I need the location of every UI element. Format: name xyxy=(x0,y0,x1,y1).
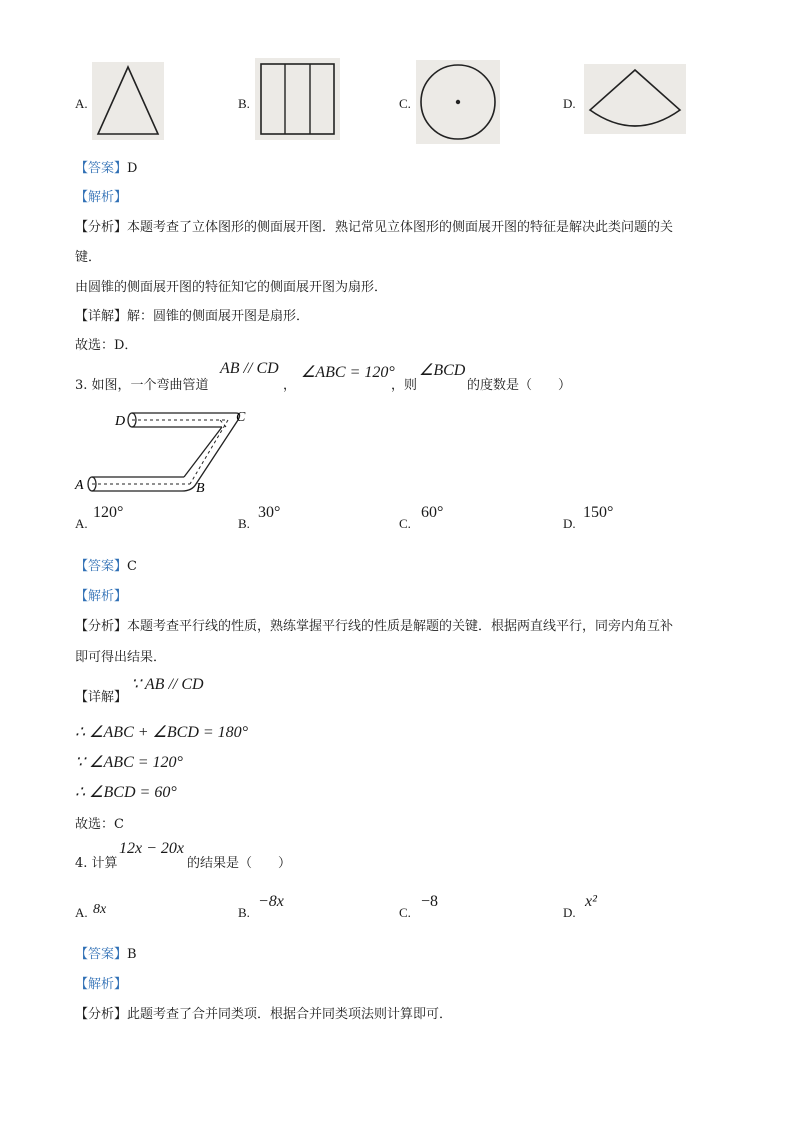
triangle-figure xyxy=(92,62,164,140)
option-value: 60° xyxy=(421,504,444,521)
xiangjie-label: 【详解】 xyxy=(75,309,128,324)
option-d-label: D. xyxy=(563,96,576,111)
option-letter: A. xyxy=(75,516,88,531)
q3-jiexi-label: 【解析】 xyxy=(75,589,128,604)
label-c: C xyxy=(236,410,246,425)
circle-figure xyxy=(416,60,500,144)
xiangjie-label: 【详解】 xyxy=(75,690,128,705)
xiangjie-text: 解：圆锥的侧面展开图是扇形． xyxy=(127,309,310,324)
fenxi-label: 【分析】 xyxy=(75,1007,128,1022)
q3-step3: ∴ ∠BCD = 60° xyxy=(75,784,177,801)
fenxi-text: 此题考查了合并同类项．根据合并同类项法则计算即可． xyxy=(127,1007,453,1022)
answer-value: C xyxy=(127,559,137,574)
q3-cond-parallel: AB // CD xyxy=(220,360,279,377)
q2-fenxi-line1 xyxy=(75,216,673,235)
fenxi-text: 本题考查平行线的性质，熟练掌握平行线的性质是解题的关键．根据两直线平行，同旁内角互补 xyxy=(127,619,674,634)
q3-comma: ， xyxy=(283,378,297,393)
sector-figure xyxy=(584,64,686,134)
option-letter: D. xyxy=(563,905,576,920)
q2-fenxi-line2: 键． xyxy=(75,250,102,265)
sector-icon xyxy=(584,64,686,134)
label-b: B xyxy=(196,481,205,496)
fenxi-label: 【分析】 xyxy=(75,619,128,634)
q2-fenxi-line3: 由圆锥的侧面展开图的特征知它的侧面展开图为扇形． xyxy=(75,280,388,295)
option-c-label: C. xyxy=(399,96,411,111)
q3-fenxi-line1 xyxy=(75,615,673,634)
answer-label: 【答案】 xyxy=(75,947,128,962)
option-value: x² xyxy=(585,893,597,910)
answer-label: 【答案】 xyxy=(75,559,128,574)
option-value: 120° xyxy=(93,504,124,521)
q3-fenxi-line2: 即可得出结果． xyxy=(75,650,167,665)
option-letter: C. xyxy=(399,905,411,920)
q4-expression: 12x − 20x xyxy=(119,840,184,857)
q2-answer xyxy=(75,157,137,176)
option-value: 150° xyxy=(583,504,614,521)
option-letter: D. xyxy=(563,516,576,531)
option-letter: B. xyxy=(238,516,250,531)
q4-number: 4. 计算 xyxy=(75,856,118,871)
option-value: −8x xyxy=(258,893,284,910)
q4-answer xyxy=(75,943,137,962)
rectangle-figure xyxy=(255,58,340,140)
option-value: 30° xyxy=(258,504,281,521)
answer-value: B xyxy=(127,947,137,962)
option-letter: A. xyxy=(75,905,88,920)
answer-value: D xyxy=(127,161,138,176)
circle-icon xyxy=(416,60,500,144)
option-letter: B. xyxy=(238,905,250,920)
q3-tail: 的度数是（ ） xyxy=(467,378,572,393)
option-b-label: B. xyxy=(238,96,250,111)
xiangjie-math: ∵ AB // CD xyxy=(131,676,204,693)
q2-xiangjie xyxy=(75,305,309,324)
q3-answer xyxy=(75,555,137,574)
q3-then: ，则 xyxy=(391,378,418,393)
bent-pipe-figure xyxy=(70,398,310,498)
label-a: A xyxy=(75,478,84,493)
rectangle-strips-icon xyxy=(255,58,340,140)
q4-tail: 的结果是（ ） xyxy=(187,856,292,871)
option-value: −8 xyxy=(421,893,439,910)
q3-cond-angle: ∠ABC = 120° xyxy=(301,364,395,381)
triangle-icon xyxy=(92,62,164,140)
q4-jiexi-label: 【解析】 xyxy=(75,977,128,992)
answer-label: 【答案】 xyxy=(75,161,128,176)
q3-step2: ∵ ∠ABC = 120° xyxy=(75,754,183,771)
q3-step1: ∴ ∠ABC + ∠BCD = 180° xyxy=(75,724,249,741)
q3-guxuan: 故选：C xyxy=(75,817,124,832)
fenxi-label: 【分析】 xyxy=(75,220,128,235)
q3-target-angle: ∠BCD xyxy=(419,362,466,379)
option-letter: C. xyxy=(399,516,411,531)
option-value: 8x xyxy=(93,902,107,917)
q3-number: 3. 如图，一个弯曲管道 xyxy=(75,378,209,393)
q2-jiexi-label: 【解析】 xyxy=(75,190,128,205)
label-d: D xyxy=(115,414,126,429)
q2-guxuan: 故选：D． xyxy=(75,338,138,353)
q4-fenxi xyxy=(75,1003,452,1022)
option-a-label: A. xyxy=(75,96,88,111)
fenxi-text: 本题考查了立体图形的侧面展开图．熟记常见立体图形的侧面展开图的特征是解决此类问题的关 xyxy=(127,220,674,235)
